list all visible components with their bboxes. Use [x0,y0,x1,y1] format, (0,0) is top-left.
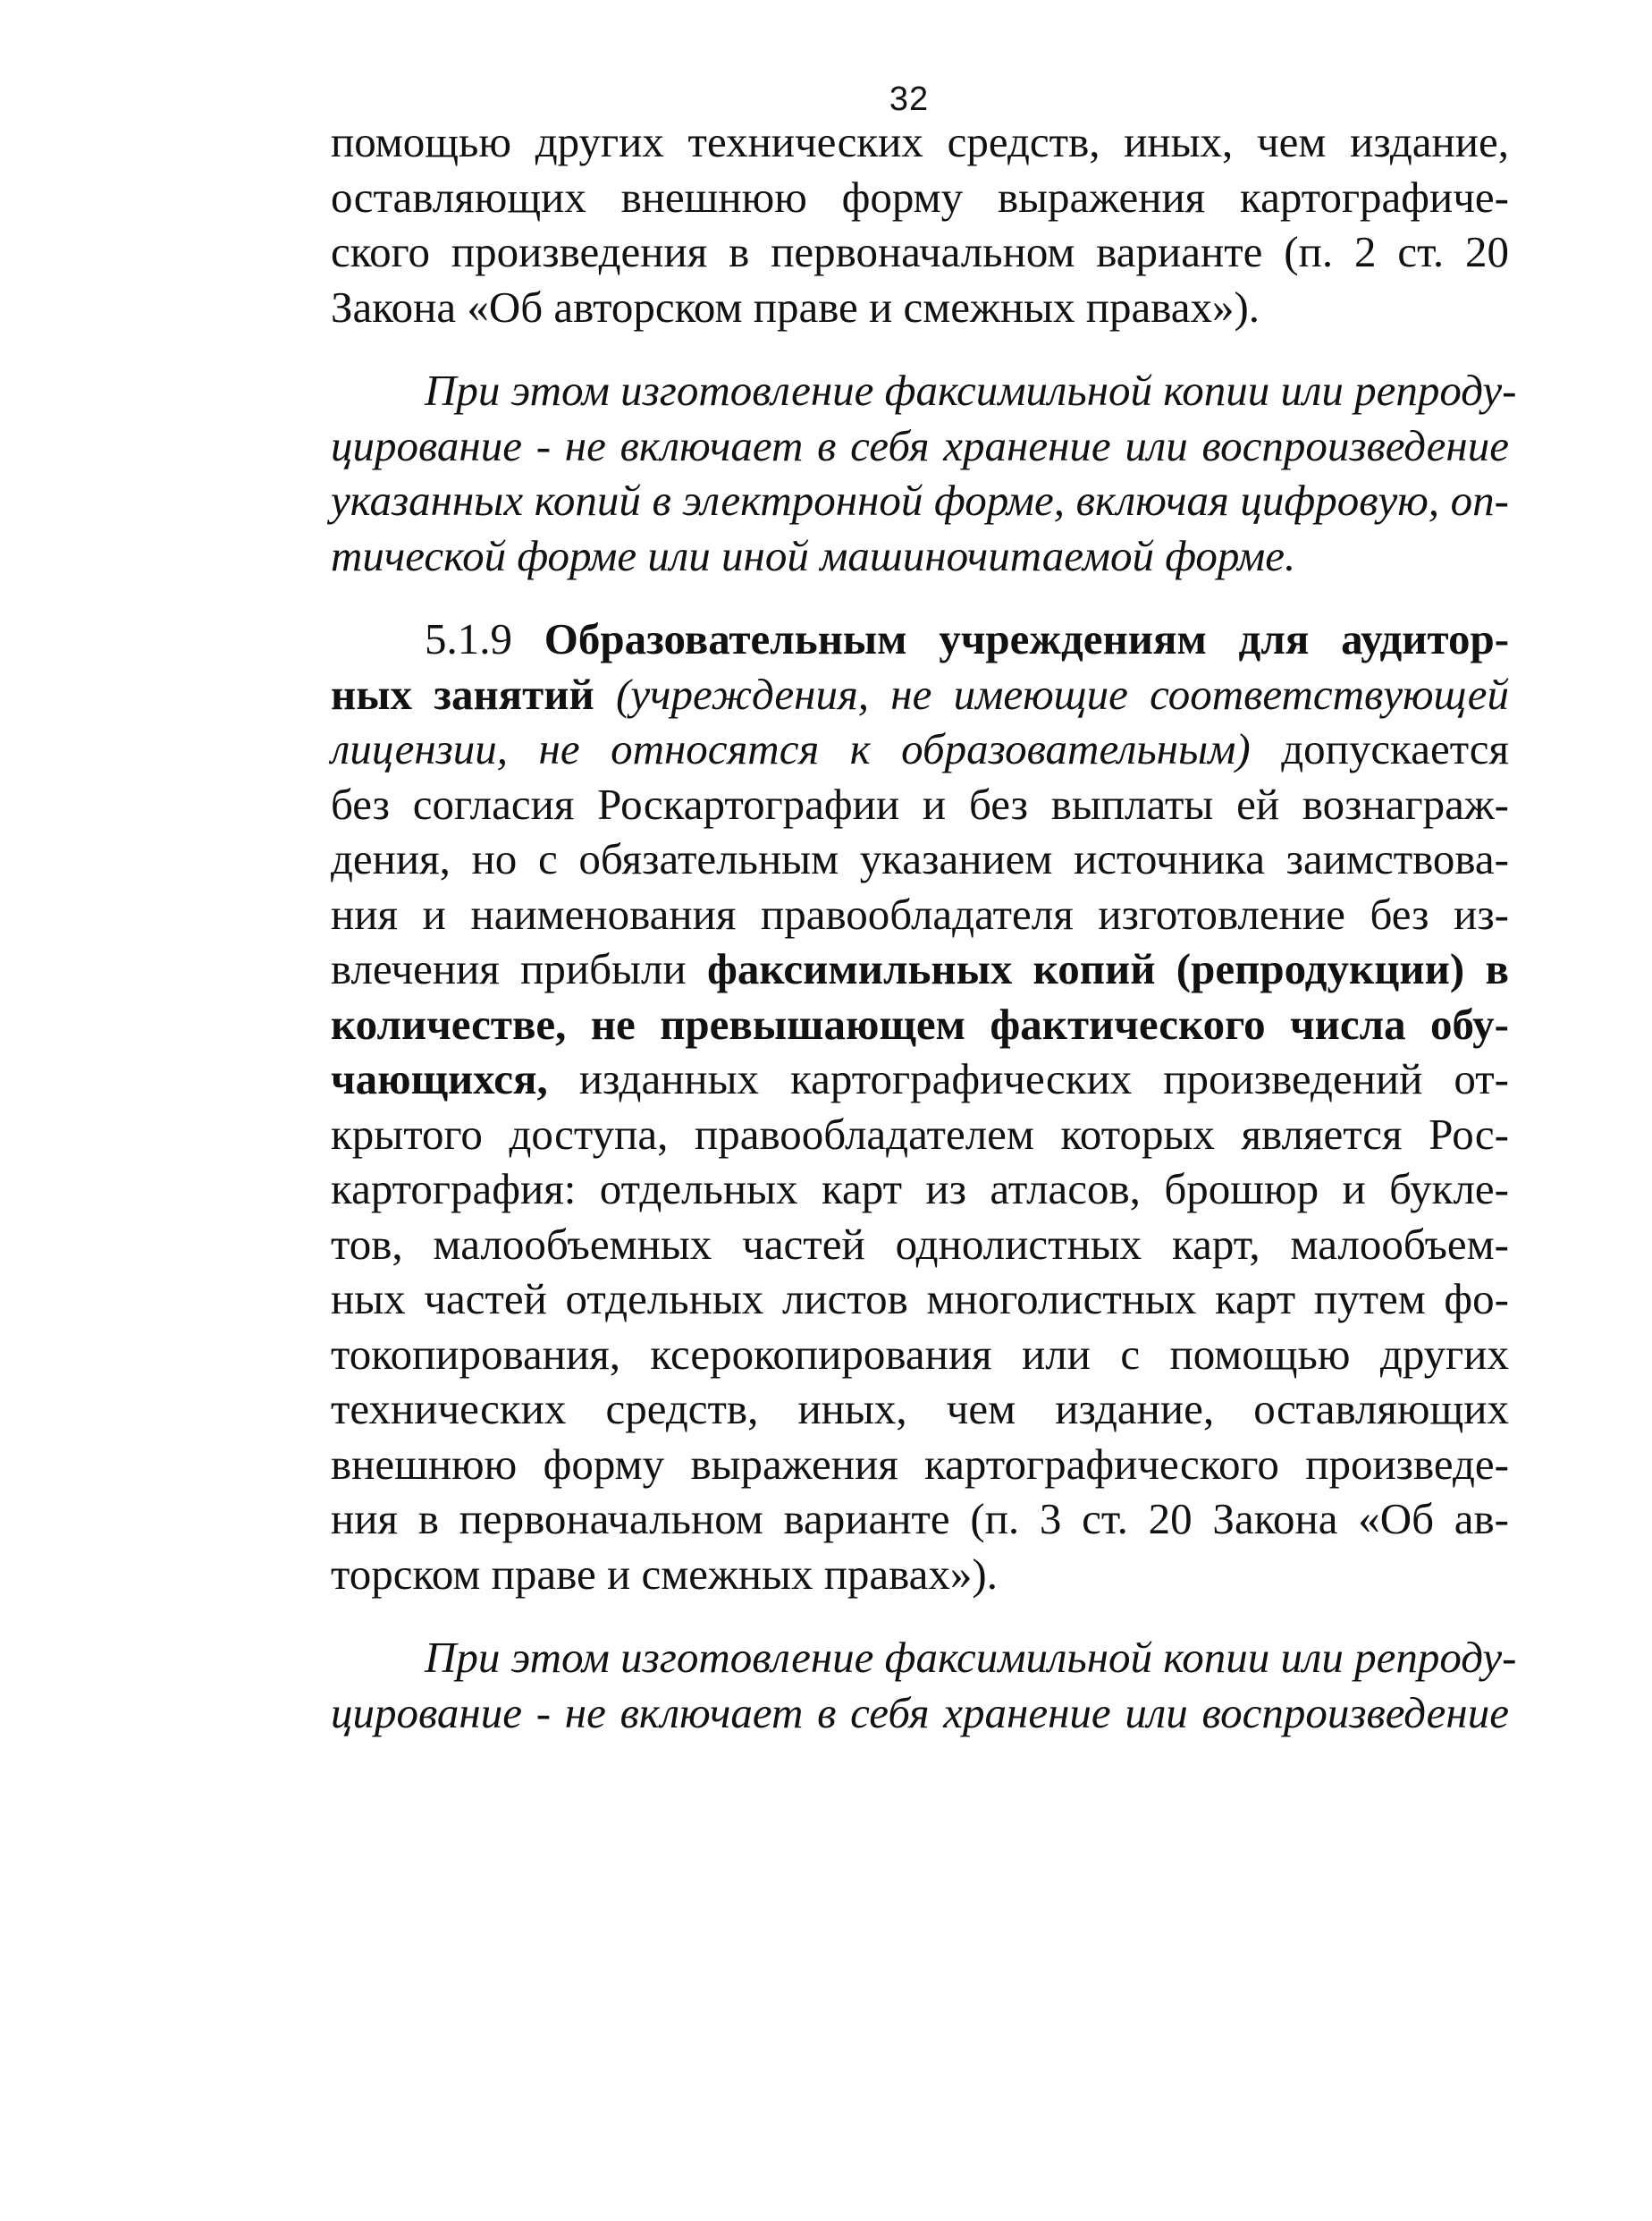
text-line: ния в первоначальном варианте (п. 3 ст. 20 Закона «Об ав- [331,1494,1509,1543]
text-line: помощью других технических средств, иных, чем издание, [331,117,1509,166]
text-line: ния и наименования правообладателя изготовление без из- [331,889,1509,939]
paragraph-continuation [331,114,1509,334]
text-segment: изданных картографических произведений от- [547,1054,1509,1103]
text-line: ных частей отдельных листов многолистных карт путем фо- [331,1274,1509,1323]
italic-text: (учреждения, не имеющие соответствующей [616,669,1510,719]
paragraph-italic-note [331,363,1517,583]
document-body [331,114,1517,1740]
paragraph-italic-note [331,1630,1517,1740]
bold-text: ных занятий [331,669,594,719]
text-line: картография: отдельных карт из атласов, брошюр и букле- [331,1164,1509,1213]
text-line: внешнюю форму выражения картографического произведе- [331,1439,1509,1489]
section-number: 5.1.9 [425,614,544,663]
text-line: технических средств, иных, чем издание, оставляющих [331,1384,1509,1433]
bold-text: факсимильных копий (репродукции) в [706,944,1509,993]
italic-text: лицензии, не относятся к образовательным) [331,724,1251,773]
text-line: дения, но с обязательным указанием источника заимствова- [331,834,1509,883]
text-line: тической форме или иной машиночитаемой форме. [331,530,1296,580]
text-line: без согласия Роскартографии и без выплаты ей вознаграж- [331,779,1509,829]
text-line [331,667,1509,722]
text-segment: допускается [1250,724,1510,773]
paragraph-section-5-1-9 [331,612,1509,1601]
text-line: Закона «Об авторском праве и смежных правах»). [331,282,1260,332]
text-line: крытого доступа, правообладателем которых является Рос- [331,1109,1509,1159]
bold-text: Образовательным учреждениям для аудитор- [544,614,1510,663]
text-line [331,722,1509,777]
text-line: цирование - не включает в себя хранение или воспроизведение [331,1687,1509,1737]
text-line [331,942,1509,997]
text-segment: влечения прибыли [331,944,707,993]
text-line: указанных копий в электронной форме, включая цифровую, оп- [331,476,1509,525]
text-line: тов, малообъемных частей однолистных карт, малообъем- [331,1219,1509,1269]
page-number: 32 [889,80,930,118]
text-line [331,1051,1509,1107]
text-line: количестве, не превышающем фактического числа обу- [331,999,1509,1049]
text-line: цирование - не включает в себя хранение или воспроизведение [331,420,1509,470]
text-line: При этом изготовление факсимильной копии или репроду- [425,366,1517,415]
text-line: При этом изготовление факсимильной копии или репроду- [425,1633,1517,1682]
text-line: ского произведения в первоначальном варианте (п. 2 ст. 20 [331,227,1509,276]
text-line: оставляющих внешнюю форму выражения картографиче- [331,172,1509,222]
text-line: торском праве и смежных правах»). [331,1549,998,1599]
bold-text: чающихся, [331,1054,548,1103]
text-line [331,612,1509,667]
text-line: токопирования, ксерокопирования или с помощью других [331,1329,1509,1379]
text-segment [594,670,616,719]
